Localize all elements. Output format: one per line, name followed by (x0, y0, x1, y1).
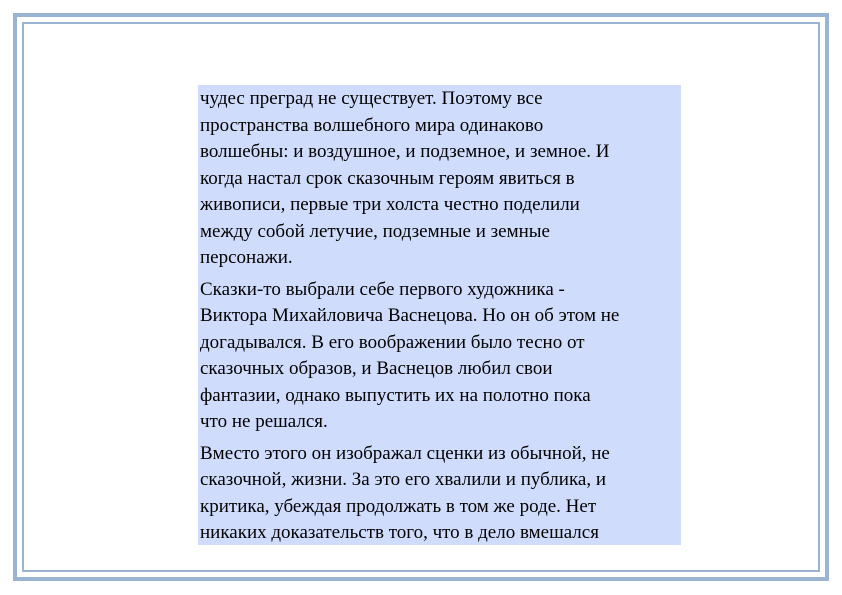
paragraph-2: Сказки-то выбрали себе первого художника - Виктора Михайловича Васнецова. Но он об этом не догадывался. В его воображении было тесно от сказочных образов, и Васнецов любил свои фантазии, однако выпустить их на полотно пока что не решался. (200, 278, 620, 432)
highlighted-text-block (198, 85, 681, 545)
paragraph-3: Вместо этого он изображал сценки из обычной, не сказочной, жизни. За это его хвалили и публика, и критика, убеждая продолжать в том же роде. Нет никаких доказательств того, что в дело вмешался (200, 442, 610, 543)
paragraph-1: чудес преград не существует. Поэтому все пространства волшебного мира одинаково волшебны: и воздушное, и подземное, и земное. И когда настал срок сказочным героям явиться в живописи, первые три холста честно поделили между собой летучие, подземные и земные персонажи. (200, 88, 610, 268)
